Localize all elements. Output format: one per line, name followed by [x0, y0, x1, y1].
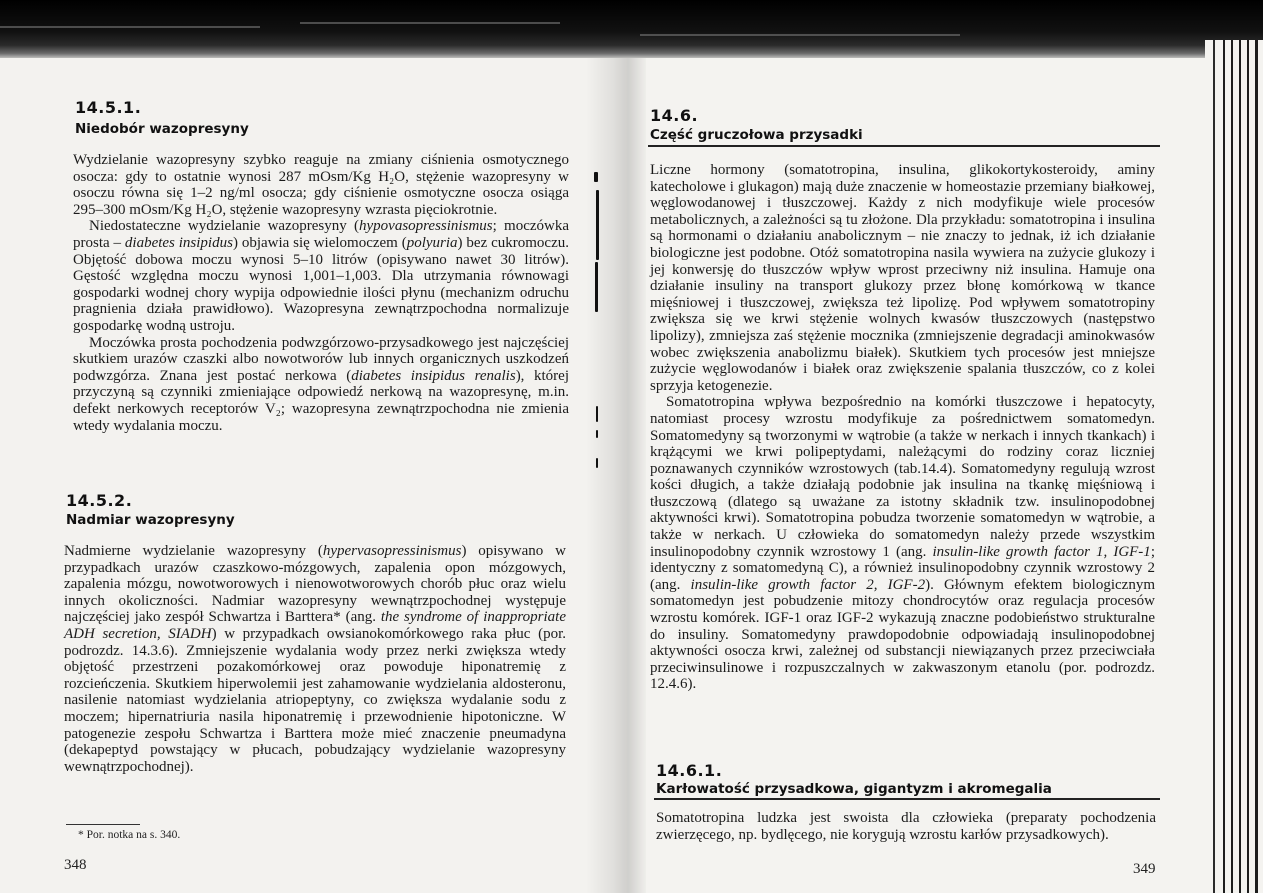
paragraph: Niedostateczne wydzielanie wazopresyny (hypovasopressinismus; moczówka prosta – diabetes insipidus) objawia się wielomoczem (polyuria) bez cukromoczu. Objętość dobowa moczu wynosi 5–10 litrów (opisywano nawet 30 litrów). Gęstość względna moczu wynosi 1,001–1,003. Dla utrzymania równowagi gospodarki wodnej chory wypija odpowiednie ilości płynu (mechanizm odruchu pragnienia działa prawidłowo). Wazopresyna zewnątrzpochodna normalizuje gospodarkę wodną ustroju.	[73, 218, 570, 334]
scan-speck	[596, 406, 598, 422]
section-number: 14.5.1.	[75, 98, 142, 117]
scan-streak	[0, 26, 260, 28]
section-number: 14.6.1.	[656, 761, 723, 780]
section-rule	[654, 798, 1160, 800]
paragraph: Nadmierne wydzielanie wazopresyny (hypervasopressinismus) opisywano w przypadkach urazów czaszkowo-mózgowych, zapalenia opon mózgowych, zapalenia mózgu, nowotworowych i nienowotworowych chorób płuc oraz wielu innych okoliczności. Nadmiar wazopresyny wewnątrzpochodnej występuje najczęściej jako zespół Schwartza i Barttera* (ang. the syndrome of inappropriate ADH secretion, SIADH) w przypadkach owsianokomórkowego raka płuc (por. podrozdz. 14.3.6). Zmniejszenie wydalania wody przez nerki zwiększa wtedy objętość przestrzeni pozakomórkowej oraz powoduje hiponatremię z rozcieńczenia. Skutkiem hiperwolemii jest zahamowanie wydzielania aldosteronu, nasilenie natomiast wydzielania atriopeptyny, co zwiększa wydalanie sodu z moczem; hipernatriuria nasila hiponatremię i przewodnienie hipotoniczne. W patogenezie zespołu Schwartza i Barttera może mieć znaczenie pneumadyna (dekapeptyd powstający w płucach, pobudzający wydzielanie wazopresyny wewnątrzpochodnej).	[64, 543, 567, 775]
scan-speck	[595, 262, 598, 312]
scan-speck	[596, 430, 598, 438]
page-number: 349	[1133, 861, 1156, 877]
section-title: Część gruczołowa przysadki	[650, 127, 863, 143]
body-text	[73, 152, 569, 434]
scan-speck	[596, 190, 599, 260]
scan-speck	[594, 172, 598, 182]
page-stack-edge	[1205, 40, 1263, 893]
section-title: Niedobór wazopresyny	[75, 121, 249, 137]
book-gutter	[586, 58, 646, 893]
body-text	[656, 810, 1156, 843]
scan-top-shadow	[0, 0, 1263, 58]
footnote: * Por. notka na s. 340.	[78, 829, 181, 841]
paragraph: Somatotropina ludzka jest swoista dla człowieka (preparaty pochodzenia zwierzęcego, np. bydlęcego, nie korygują wzrostu karłów przysadkowych).	[656, 810, 1156, 843]
paragraph: Liczne hormony (somatotropina, insulina, glikokortykosteroidy, aminy katecholowe i glukagon) mają duże znaczenie w homeostazie przemiany białkowej, węglowodanowej i tłuszczowej. Każdy z nich modyfikuje wiele procesów metabolicznych, a zależności są tu złożone. Dla przykładu: somatotropina i insulina są hormonami o działaniu anabolicznym – nie znaczy to jednak, iż ich działanie biologiczne jest podobne. Otóż somatotropina nasila wywiera na zużycie glukozy i jej konwersję do tłuszczów wpływ wprost przeciwny niż insulina. Hamuje ona działanie insuliny na transport glukozy przez błonę komórkową w tkance mięśniowej i tłuszczowej, zwiększa też lipolizę. Pod wpływem somatotropiny zwiększa się we krwi stężenie wolnych kwasów tłuszczowych (następstwo lipolizy), zmniejsza zaś stężenie mocznika (zmniejszenie degradacji aminokwasów wobec zwiększenia anabolizmu białek). Skutkiem tych procesów jest mniejsze zużycie węglowodanów i białek oraz zwiększenie spalania tłuszczów, co z kolei sprzyja ketogenezie.	[650, 162, 1155, 394]
paragraph: Moczówka prosta pochodzenia podwzgórzowo-przysadkowego jest najczęściej skutkiem urazów czaszki albo nowotworów lub innych organicznych uszkodzeń podwzgórza. Znana jest postać nerkowa (diabetes insipidus renalis), której przyczyną są czynniki zmieniające odpowiedź nerkową na wazopresynę, m.in. defekt nerkowych receptorów V₂; wazopresyna zewnątrzpochodna nie zmienia wtedy wydalania moczu.	[73, 334, 570, 434]
paragraph: Somatotropina wpływa bezpośrednio na komórki tłuszczowe i hepatocyty, natomiast procesy wzrostu modyfikuje za pośrednictwem somatomedyn. Somatomedyny są tworzonymi w wątrobie (a także w nerkach i innych tkankach) i krążącymi we krwi polipeptydami, należącymi do rodziny coraz liczniej poznawanych czynników wzrostowych (tab.14.4). Somatomedyny regulują wzrost kości długich, a także działają podobnie jak insulina na tkankę mięśniową i tłuszczową (dlatego są uważane za istotny składnik tzw. insulinopodobnej aktywności krwi). Somatotropina pobudza tworzenie somatomedyn w wątrobie, a także w nerkach. U człowieka do somatomedyn należy przede wszystkim insulinopodobny czynnik wzrostowy 1 (ang. insulin-like growth factor 1, IGF-1; identyczny z somatomedyną C), a również insulinopodobny czynnik wzrostowy 2 (ang. insulin-like growth factor 2, IGF-2). Głównym efektem biologicznym somatomedyn jest pobudzenie mitozy chondrocytów oraz regulacja procesów wzrostu komórek. IGF-1 oraz IGF-2 wykazują znaczne podobieństwo strukturalne do insuliny. Somatomedyny prawdopodobnie odpowiadają insulinopodobnej aktywności osocza krwi, zależnej od substancji niewiązanych przez przeciwciała przeciwinsulinowe i rozpuszczalnych w zakwaszonym etanolu (por. podrozdz. 12.4.6).	[650, 394, 1155, 693]
footnote-rule	[66, 824, 140, 825]
body-text	[64, 543, 566, 775]
section-number: 14.6.	[650, 106, 699, 125]
body-text	[650, 162, 1155, 693]
section-rule	[648, 145, 1160, 147]
section-number: 14.5.2.	[66, 491, 133, 510]
scan-streak	[640, 34, 960, 36]
scan-streak	[300, 22, 560, 24]
page-number: 348	[64, 857, 87, 873]
paragraph: Wydzielanie wazopresyny szybko reaguje na zmiany ciśnienia osmotycznego osocza: gdy to ostatnie wynosi 287 mOsm/Kg H₂O, stężenie wazopresyny w osoczu równa się 1–2 ng/ml osocza; gdy ciśnienie osmotyczne osocza osiąga 295–300 mOsm/Kg H₂O, stężenie wazopresyny wzrasta pięciokrotnie.	[73, 152, 569, 218]
section-title: Nadmiar wazopresyny	[66, 512, 235, 528]
scan-speck	[596, 458, 598, 468]
section-title: Karłowatość przysadkowa, gigantyzm i akromegalia	[656, 781, 1052, 797]
